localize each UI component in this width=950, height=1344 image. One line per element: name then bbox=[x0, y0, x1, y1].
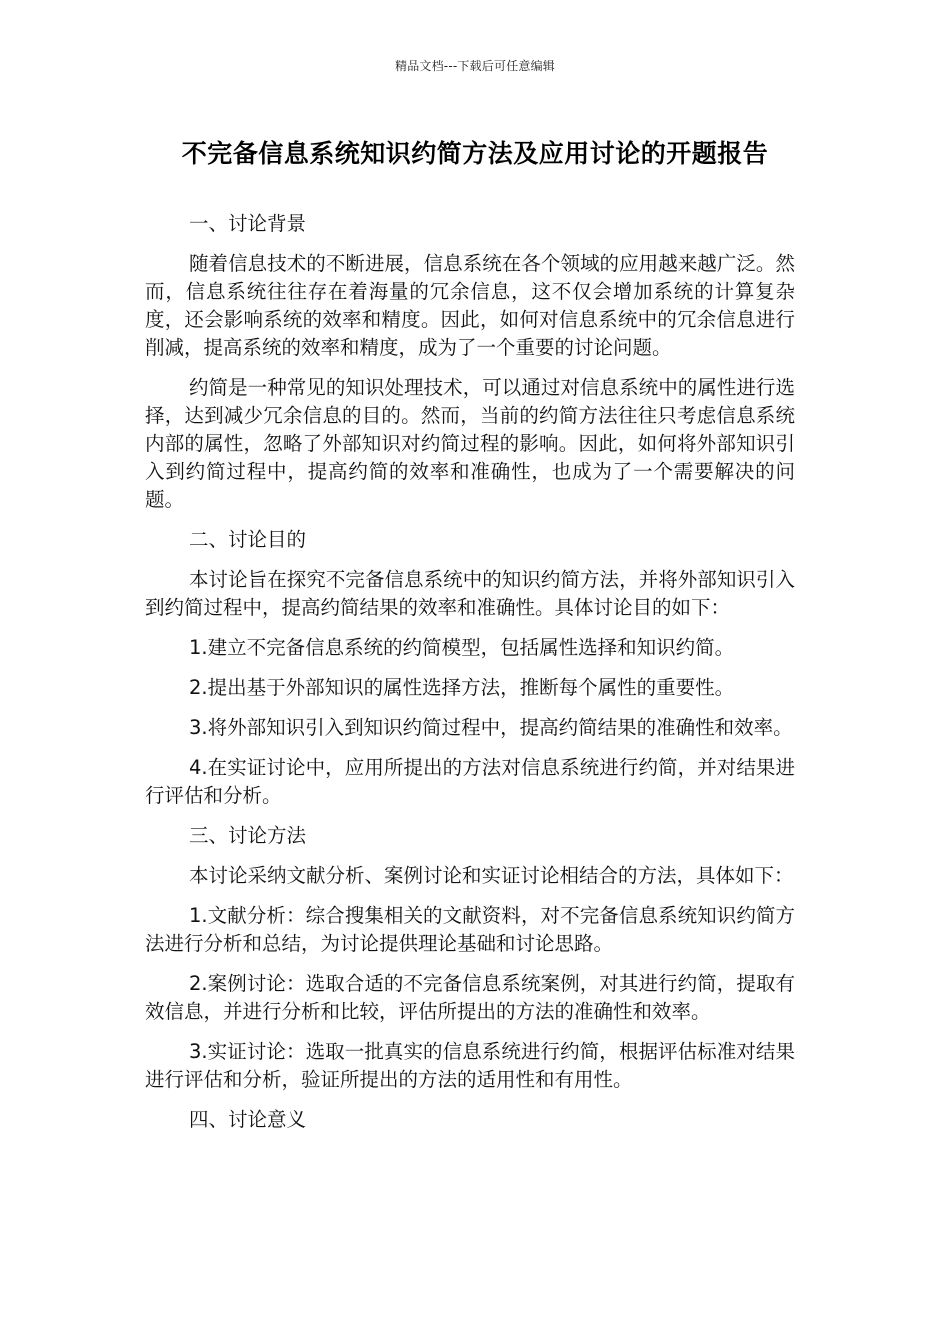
paragraph: 本讨论采纳文献分析、案例讨论和实证讨论相结合的方法，具体如下： bbox=[189, 864, 794, 887]
section-heading-significance: 四、讨论意义 bbox=[189, 1108, 307, 1131]
paragraph: 本讨论旨在探究不完备信息系统中的知识约简方法，并将外部知识引入到约简过程中，提高约简结果的效率和准确性。具体讨论目的如下： bbox=[145, 568, 795, 619]
list-item: 3.将外部知识引入到知识约简过程中，提高约简结果的准确性和效率。 bbox=[189, 716, 793, 739]
list-item: 1.建立不完备信息系统的约简模型，包括属性选择和知识约简。 bbox=[189, 636, 735, 659]
document-title: 不完备信息系统知识约简方法及应用讨论的开题报告 bbox=[181, 139, 769, 168]
paragraph: 随着信息技术的不断进展，信息系统在各个领域的应用越来越广泛。然而，信息系统往往存在着海量的冗余信息，这不仅会增加系统的计算复杂度，还会影响系统的效率和精度。因此，如何对信息系统中的冗余信息进行削减，提高系统的效率和精度，成为了一个重要的讨论问题。 bbox=[145, 252, 795, 359]
list-item: 1.文献分析：综合搜集相关的文献资料，对不完备信息系统知识约简方法进行分析和总结，为讨论提供理论基础和讨论思路。 bbox=[145, 904, 795, 955]
list-item: 2.案例讨论：选取合适的不完备信息系统案例，对其进行约简，提取有效信息，并进行分析和比较，评估所提出的方法的准确性和效率。 bbox=[145, 972, 795, 1023]
section-heading-purpose: 二、讨论目的 bbox=[189, 528, 307, 551]
list-item: 2.提出基于外部知识的属性选择方法，推断每个属性的重要性。 bbox=[189, 676, 735, 699]
document-body bbox=[145, 210, 795, 1146]
list-item: 3.实证讨论：选取一批真实的信息系统进行约简，根据评估标准对结果进行评估和分析，验证所提出的方法的适用性和有用性。 bbox=[145, 1040, 795, 1091]
paragraph: 约简是一种常见的知识处理技术，可以通过对信息系统中的属性进行选择，达到减少冗余信息的目的。然而，当前的约简方法往往只考虑信息系统内部的属性，忽略了外部知识对约简过程的影响。因此，如何将外部知识引入到约简过程中，提高约简的效率和准确性，也成为了一个需要解决的问题。 bbox=[145, 376, 795, 511]
list-item: 4.在实证讨论中，应用所提出的方法对信息系统进行约简，并对结果进行评估和分析。 bbox=[145, 756, 795, 807]
section-heading-method: 三、讨论方法 bbox=[189, 824, 307, 847]
header-note: 精品文档---下载后可任意编辑 bbox=[395, 59, 555, 73]
section-heading-background: 一、讨论背景 bbox=[189, 212, 307, 235]
